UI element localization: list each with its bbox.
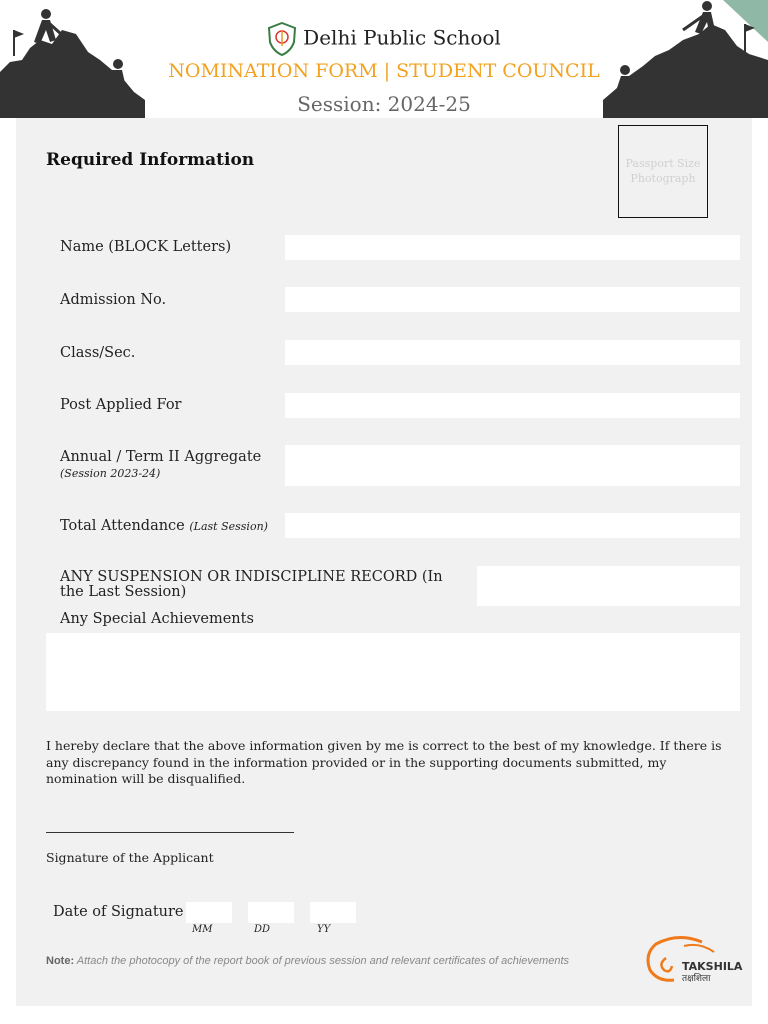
brand-name: TAKSHILA bbox=[682, 960, 743, 973]
date-year-label: YY bbox=[317, 924, 331, 935]
form-title: NOMINATION FORM | STUDENT COUNCIL bbox=[168, 60, 600, 82]
name-field[interactable] bbox=[285, 235, 740, 260]
name-label: Name (BLOCK Letters) bbox=[60, 239, 232, 255]
suspension-label: ANY SUSPENSION OR INDISCIPLINE RECORD (In the Last Session) bbox=[60, 569, 443, 600]
achievements-label: Any Special Achievements bbox=[60, 611, 254, 627]
takshila-logo bbox=[640, 930, 752, 986]
admission-no-label: Admission No. bbox=[60, 292, 167, 308]
attendance-field[interactable] bbox=[285, 513, 740, 538]
date-day-field[interactable] bbox=[248, 902, 294, 923]
date-day-label: DD bbox=[254, 924, 271, 935]
declaration-text: I hereby declare that the above information given by me is correct to the best of my knowledge. If there is any discrepancy found in the information provided or in the supporting documents submitted, my nomination will be disqualified. bbox=[46, 738, 722, 786]
attendance-label: Total Attendance bbox=[60, 518, 185, 534]
admission-no-field[interactable] bbox=[285, 287, 740, 312]
session-label: Session: 2024-25 bbox=[297, 92, 471, 116]
aggregate-label: Annual / Term II Aggregate bbox=[60, 449, 262, 465]
signature-line[interactable] bbox=[46, 832, 294, 833]
signature-label: Signature of the Applicant bbox=[46, 850, 214, 865]
note-prefix: Note: bbox=[46, 955, 75, 967]
school-name bbox=[0, 22, 768, 56]
date-month-field[interactable] bbox=[186, 902, 232, 923]
attendance-sublabel: (Last Session) bbox=[189, 520, 268, 533]
class-sec-field[interactable] bbox=[285, 340, 740, 365]
passport-photo-box[interactable]: Passport Size Photograph bbox=[618, 125, 708, 218]
school-crest-icon bbox=[267, 22, 297, 56]
school-name-text: Delhi Public School bbox=[303, 25, 501, 50]
class-sec-label: Class/Sec. bbox=[60, 345, 136, 361]
suspension-field[interactable] bbox=[477, 566, 740, 606]
post-applied-field[interactable] bbox=[285, 393, 740, 418]
post-applied-label: Post Applied For bbox=[60, 397, 182, 413]
attachment-note bbox=[46, 955, 569, 967]
note-text: Attach the photocopy of the report book of previous session and relevant certificates of achievements bbox=[76, 955, 569, 967]
attendance-label-group bbox=[60, 518, 268, 534]
achievements-field[interactable] bbox=[46, 633, 740, 711]
date-year-field[interactable] bbox=[310, 902, 356, 923]
date-of-signature-label: Date of Signature bbox=[53, 904, 184, 920]
brand-name-hindi: तक्षशिला bbox=[682, 974, 711, 984]
aggregate-sublabel: (Session 2023-24) bbox=[60, 467, 161, 480]
date-month-label: MM bbox=[192, 924, 213, 935]
aggregate-field[interactable] bbox=[285, 445, 740, 486]
section-title: Required Information bbox=[46, 150, 255, 170]
